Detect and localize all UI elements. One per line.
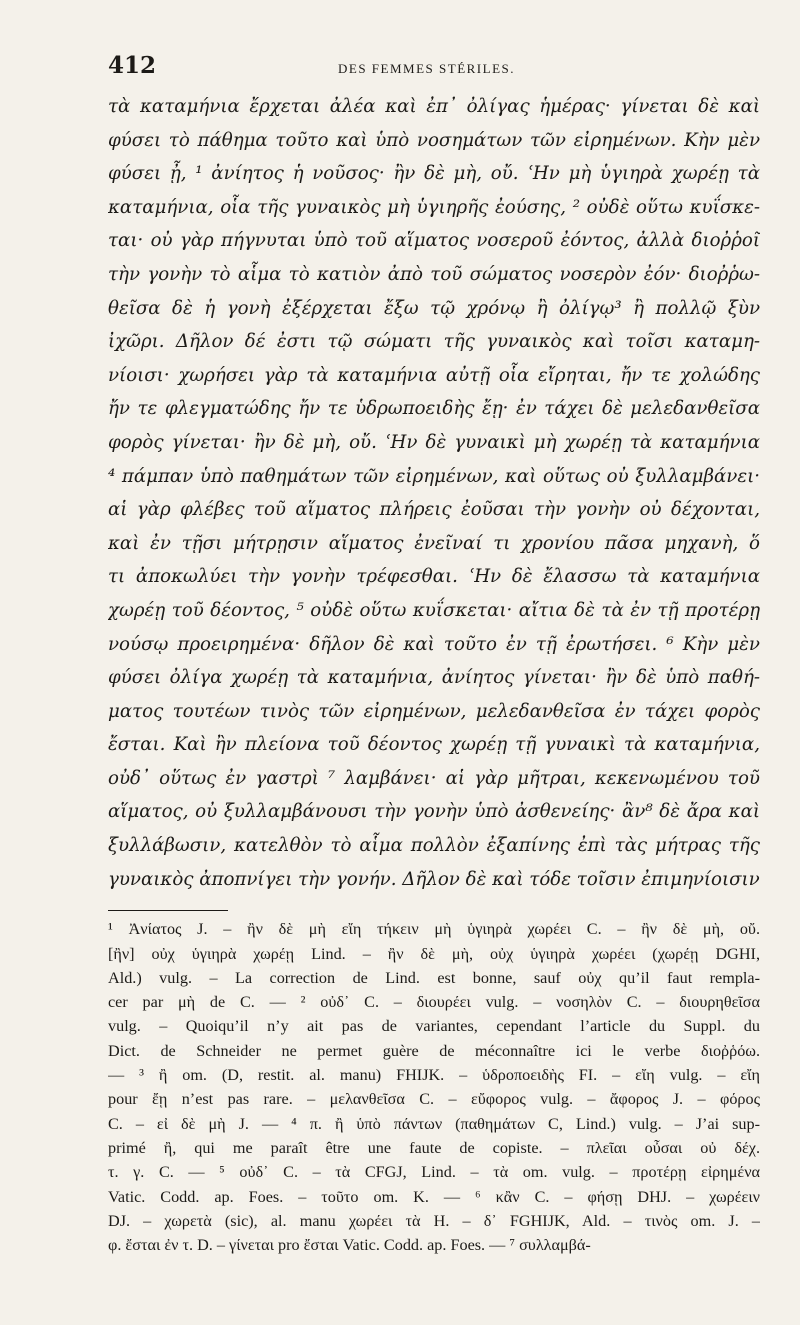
footnote-line: DJ. – χωρετὰ (sic), al. manu χωρέει τὰ H. – δ᾽ FGHIJK, Ald. – τινὸς om. J. – bbox=[108, 1211, 760, 1230]
text-line: χωρέῃ τοῦ δέοντος, ⁵ οὐδὲ οὕτω κυΐσκεται· αἴτια δὲ τὰ ἐν τῇ προτέρῃ bbox=[108, 599, 760, 621]
page-header bbox=[108, 52, 760, 88]
text-line: τὰ καταμήνια ἔρχεται ἀλέα καὶ ἐπ᾽ ὀλίγας ἡμέρας· γίνεται δὲ καὶ bbox=[108, 96, 760, 117]
footnote-line: Ald.) vulg. – La correction de Lind. est bonne, sauf οὐχ qu’il faut rempla- bbox=[108, 968, 760, 987]
text-line: φορὸς γίνεται· ἢν δὲ μὴ, οὔ. ʿΗν δὲ γυναικὶ μὴ χωρέῃ τὰ καταμήνια bbox=[108, 431, 760, 453]
text-line: τὴν γονὴν τὸ αἷμα τὸ κατιὸν ἀπὸ τοῦ σώματος νοσερὸν ἐόν· διοῤῥω- bbox=[108, 263, 760, 285]
text-line: φύσει τὸ πάθημα τοῦτο καὶ ὑπὸ νοσημάτων τῶν εἰρημένων. Κὴν μὲν bbox=[108, 129, 760, 151]
text-line: οὐδ᾽ οὕτως ἐν γαστρὶ ⁷ λαμβάνει· αἱ γὰρ μῆτραι, κεκενωμένου τοῦ bbox=[108, 767, 760, 789]
footnote-line: τ. γ. C. — ⁵ οὐδ᾽ C. – τὰ CFGJ, Lind. – τὰ om. vulg. – προτέρῃ εἰρημένα bbox=[108, 1163, 760, 1182]
text-line: καταμήνια, οἷα τῆς γυναικὸς μὴ ὑγιηρῆς ἐούσης, ² οὐδὲ οὕτω κυΐσκε- bbox=[108, 196, 760, 218]
footnote-rule bbox=[108, 910, 228, 911]
text-line: θεῖσα δὲ ἡ γονὴ ἐξέρχεται ἔξω τῷ χρόνῳ ἢ ὀλίγῳ³ ἢ πολλῷ ξὺν bbox=[108, 297, 760, 319]
text-line: ⁴ πάμπαν ὑπὸ παθημάτων τῶν εἰρημένων, καὶ οὕτως οὐ ξυλλαμβάνει· bbox=[108, 465, 760, 487]
footnote-line: Vatic. Codd. ap. Foes. – τοῦτο om. K. — ⁶ κἂν C. – φήσῃ DHJ. – χωρέειν bbox=[108, 1187, 760, 1206]
footnote-line: ¹ Ἀνίατος J. – ἢν δὲ μὴ εἴη τήκειν μὴ ὑγιηρὰ χωρέει C. – ἢν δὲ μὴ, οὔ. bbox=[108, 920, 760, 939]
text-line: γυναικὸς ἀποπνίγει τὴν γονήν. Δῆλον δὲ καὶ τόδε τοῖσιν ἐπιμηνίοισιν bbox=[108, 868, 760, 890]
text-line: φύσει ᾖ, ¹ ἀνίητος ἡ νοῦσος· ἢν δὲ μὴ, οὔ. ʿΗν μὴ ὑγιηρὰ χωρέῃ τὰ bbox=[108, 163, 760, 185]
footnote-line: — ³ ἢ om. (D, restit. al. manu) FHIJK. – ὑδροποειδὴς FI. – εἴη vulg. – εἴη bbox=[108, 1066, 760, 1085]
footnotes bbox=[108, 917, 760, 1257]
footnote-line: Dict. de Schneider ne permet guère de méconnaître ici le verbe διοῤῥόω. bbox=[108, 1041, 760, 1060]
footnote-line: cer par μὴ de C. — ² οὐδ᾽ C. – διουρέει vulg. – νοσηλὸν C. – διουρηθεῖσα bbox=[108, 993, 760, 1012]
text-line: αἵματος, οὐ ξυλλαμβάνουσι τὴν γονὴν ὑπὸ ἀσθενείης· ἂν⁸ δὲ ἄρα καὶ bbox=[108, 801, 760, 823]
footnote-line: C. – εἰ δὲ μὴ J. — ⁴ π. ἢ ὑπὸ πάντων (παθημάτων C, Lind.) vulg. – J’ai sup- bbox=[108, 1114, 760, 1133]
footnote-line: primé ἢ, qui me paraît être une faute de copiste. – πλεῖαι οὖσαι οὐ δέχ. bbox=[108, 1138, 760, 1157]
text-line: ξυλλάβωσιν, κατελθὸν τὸ αἷμα πολλὸν ἐξαπίνης ἐπὶ τὰς μήτρας τῆς bbox=[108, 835, 760, 857]
text-line: ται· οὐ γὰρ πήγνυται ὑπὸ τοῦ αἵματος νοσεροῦ ἐόντος, ἀλλὰ διοῤῥοῖ bbox=[108, 230, 760, 252]
page-number: 412 bbox=[108, 52, 157, 79]
text-line: καὶ ἐν τῇσι μήτρῃσιν αἵματος ἐνεῖναί τι χρονίου πᾶσα μηχανὴ, ὅ bbox=[108, 532, 760, 554]
text-line: ἔσται. Καὶ ἢν πλείονα τοῦ δέοντος χωρέῃ τῇ γυναικὶ τὰ καταμήνια, bbox=[108, 734, 760, 756]
footnote-line: pour ἔῃ n’est pas rare. – μελανθεῖσα C. – εὔφορος vulg. – ἄφορος J. – φόρος bbox=[108, 1090, 760, 1109]
text-line: νίοισι· χωρήσει γὰρ τὰ καταμήνια αὐτῇ οἷα εἴρηται, ἤν τε χολώδης bbox=[108, 364, 760, 386]
main-text bbox=[108, 90, 760, 896]
running-head: DES FEMMES STÉRILES. bbox=[338, 61, 515, 76]
text-line: ἰχῶρι. Δῆλον δέ ἐστι τῷ σώματι τῆς γυναικὸς καὶ τοῖσι καταμη- bbox=[108, 331, 760, 353]
text-line: νούσῳ προειρημένα· δῆλον δὲ καὶ τοῦτο ἐν τῇ ἐρωτήσει. ⁶ Κὴν μὲν bbox=[108, 633, 760, 655]
text-line: τι ἀποκωλύει τὴν γονὴν τρέφεσθαι. ʿΗν δὲ ἔλασσω τὰ καταμήνια bbox=[108, 566, 760, 588]
text-line: φύσει ὀλίγα χωρέῃ τὰ καταμήνια, ἀνίητος γίνεται· ἢν δὲ ὑπὸ παθή- bbox=[108, 667, 760, 689]
footnote-line: φ. ἔσται ἐν τ. D. – γίνεται pro ἔσται Vatic. Codd. ap. Foes. — ⁷ συλλαμβά- bbox=[108, 1236, 591, 1255]
footnote-line: [ἢν] οὐχ ὑγιηρὰ χωρέῃ Lind. – ἢν δὲ μὴ, οὐχ ὑγιηρὰ χωρέει (χωρέῃ DGHI, bbox=[108, 944, 760, 963]
text-line: ἤν τε φλεγματώδης ἤν τε ὑδρωποειδὴς ἔῃ· ἐν τάχει δὲ μελεδανθεῖσα bbox=[108, 398, 760, 420]
text-line: αἱ γὰρ φλέβες τοῦ αἵματος πλήρεις ἐοῦσαι τὴν γονὴν οὐ δέχονται, bbox=[108, 499, 760, 521]
text-line: ματος τουτέων τινὸς τῶν εἰρημένων, μελεδανθεῖσα ἐν τάχει φορὸς bbox=[108, 700, 760, 722]
footnote-line: vulg. – Quoiqu’il n’y ait pas de variantes, cependant l’article du Suppl. du bbox=[108, 1017, 760, 1036]
